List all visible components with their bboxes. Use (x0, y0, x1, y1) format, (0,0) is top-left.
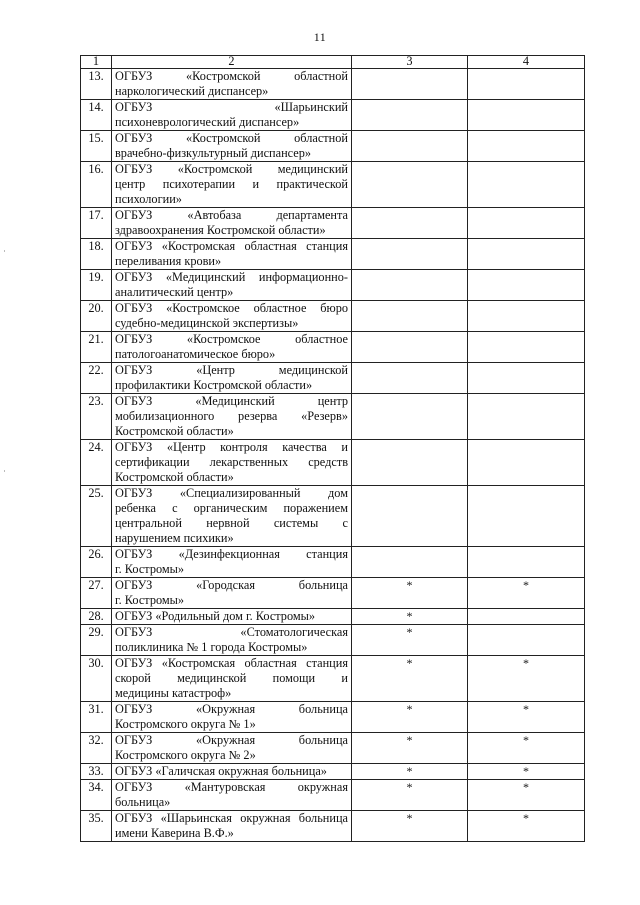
row-number: 33. (81, 764, 112, 780)
row-number: 35. (81, 811, 112, 842)
column-3-mark (352, 301, 468, 332)
row-number: 21. (81, 332, 112, 363)
column-3-mark: * (352, 656, 468, 702)
institution-name-line: ОГБУЗ «Костромское областное (115, 332, 348, 346)
column-4-mark (468, 301, 585, 332)
institution-name (112, 332, 352, 363)
institution-name (112, 301, 352, 332)
institution-name-line: профилактики Костромской области» (115, 378, 313, 392)
row-number: 18. (81, 239, 112, 270)
institution-name-line: ОГБУЗ «Галичская окружная больница» (115, 764, 327, 778)
institution-name-line: ОГБУЗ «Стоматологическая (115, 625, 348, 639)
institution-name (112, 131, 352, 162)
institutions-table (80, 55, 585, 842)
column-3-mark (352, 486, 468, 547)
institution-name-line: ОГБУЗ «Шарьинский (115, 100, 348, 114)
institution-name-line: ребенка с органическим поражением (115, 501, 348, 515)
row-number: 34. (81, 780, 112, 811)
institution-name-line: ОГБУЗ «Специализированный дом (115, 486, 348, 500)
scan-mark (4, 470, 5, 472)
institution-name-line: ОГБУЗ «Медицинский информационно- (115, 270, 348, 284)
row-number: 19. (81, 270, 112, 301)
institution-name (112, 69, 352, 100)
column-4-mark (468, 270, 585, 301)
column-4-mark: * (468, 656, 585, 702)
table-row (81, 239, 585, 270)
page-number: 11 (313, 30, 327, 44)
column-3-mark: * (352, 702, 468, 733)
institution-name-line: поликлиника № 1 города Костромы» (115, 640, 308, 654)
column-4-mark (468, 208, 585, 239)
column-3-mark: * (352, 625, 468, 656)
institution-name-line: сертификации лекарственных средств (115, 455, 348, 469)
table-row (81, 578, 585, 609)
column-header-3: 3 (352, 56, 468, 69)
column-3-mark: * (352, 609, 468, 625)
row-number: 16. (81, 162, 112, 208)
institution-name-line: ОГБУЗ «Костромская областная станция (115, 656, 348, 670)
institution-name (112, 239, 352, 270)
table-row (81, 131, 585, 162)
institution-name (112, 162, 352, 208)
row-number: 28. (81, 609, 112, 625)
column-4-mark (468, 162, 585, 208)
institution-name (112, 656, 352, 702)
table-row (81, 440, 585, 486)
row-number: 13. (81, 69, 112, 100)
institution-name (112, 702, 352, 733)
institution-name-line: ОГБУЗ «Костромское областное бюро (115, 301, 348, 315)
row-number: 22. (81, 363, 112, 394)
table-row (81, 702, 585, 733)
column-3-mark (352, 131, 468, 162)
table-row (81, 301, 585, 332)
column-4-mark: * (468, 764, 585, 780)
table-row (81, 69, 585, 100)
column-header-1: 1 (81, 56, 112, 69)
institution-name-line: ОГБУЗ «Окружная больница (115, 733, 348, 747)
institution-name-line: психоневрологический диспансер» (115, 115, 300, 129)
column-4-mark (468, 131, 585, 162)
institution-name (112, 440, 352, 486)
column-3-mark: * (352, 811, 468, 842)
institution-name-line: ОГБУЗ «Окружная больница (115, 702, 348, 716)
column-3-mark (352, 332, 468, 363)
institution-name-line: ОГБУЗ «Дезинфекционная станция (115, 547, 348, 561)
column-header-2: 2 (112, 56, 352, 69)
table-row (81, 764, 585, 780)
column-4-mark: * (468, 578, 585, 609)
column-4-mark: * (468, 702, 585, 733)
institution-name-line: имени Каверина В.Ф.» (115, 826, 234, 840)
column-3-mark (352, 208, 468, 239)
row-number: 24. (81, 440, 112, 486)
institution-name-line: Костромской области» (115, 470, 234, 484)
institution-name (112, 547, 352, 578)
column-4-mark (468, 440, 585, 486)
row-number: 17. (81, 208, 112, 239)
column-3-mark (352, 100, 468, 131)
table-row (81, 656, 585, 702)
table-row (81, 609, 585, 625)
table-row (81, 332, 585, 363)
table-row (81, 208, 585, 239)
institution-name-line: ОГБУЗ «Городская больница (115, 578, 348, 592)
column-3-mark (352, 440, 468, 486)
column-3-mark (352, 547, 468, 578)
column-4-mark (468, 69, 585, 100)
table-row (81, 625, 585, 656)
institution-name (112, 394, 352, 440)
institution-name (112, 486, 352, 547)
institution-name-line: врачебно-физкультурный диспансер» (115, 146, 312, 160)
institution-name-line: психологии» (115, 192, 182, 206)
table-row (81, 780, 585, 811)
institution-name-line: Костромской области» (115, 424, 234, 438)
institution-name-line: больница» (115, 795, 171, 809)
institution-name-line: мобилизационного резерва «Резерв» (115, 409, 348, 423)
institution-name-line: ОГБУЗ «Медицинский центр (115, 394, 348, 408)
column-3-mark: * (352, 764, 468, 780)
institution-name-line: ОГБУЗ «Костромской медицинский (115, 162, 348, 176)
table-row (81, 270, 585, 301)
institution-name (112, 100, 352, 131)
table-row (81, 363, 585, 394)
institution-name-line: ОГБУЗ «Центр медицинской (115, 363, 348, 377)
column-3-mark: * (352, 578, 468, 609)
institution-name (112, 578, 352, 609)
column-4-mark (468, 363, 585, 394)
table-row (81, 547, 585, 578)
institution-name-line: ОГБУЗ «Мантуровская окружная (115, 780, 348, 794)
column-3-mark: * (352, 780, 468, 811)
row-number: 25. (81, 486, 112, 547)
institution-name (112, 764, 352, 780)
institution-name-line: г. Костромы» (115, 593, 185, 607)
institution-name (112, 609, 352, 625)
institution-name (112, 811, 352, 842)
row-number: 31. (81, 702, 112, 733)
institution-name-line: медицины катастроф» (115, 686, 232, 700)
institution-name (112, 363, 352, 394)
institution-name-line: здравоохранения Костромской области» (115, 223, 326, 237)
column-3-mark: * (352, 733, 468, 764)
column-4-mark (468, 625, 585, 656)
row-number: 29. (81, 625, 112, 656)
table-row (81, 486, 585, 547)
table-body (81, 69, 585, 842)
table-row (81, 100, 585, 131)
column-4-mark: * (468, 733, 585, 764)
row-number: 14. (81, 100, 112, 131)
institution-name (112, 208, 352, 239)
column-3-mark (352, 162, 468, 208)
column-3-mark (352, 394, 468, 440)
column-3-mark (352, 239, 468, 270)
column-4-mark (468, 547, 585, 578)
column-4-mark (468, 239, 585, 270)
institution-name (112, 733, 352, 764)
row-number: 30. (81, 656, 112, 702)
institution-name-line: центральной нервной системы с (115, 516, 348, 530)
institution-name-line: ОГБУЗ «Шарьинская окружная больница (115, 811, 348, 825)
row-number: 23. (81, 394, 112, 440)
column-4-mark (468, 486, 585, 547)
column-4-mark (468, 332, 585, 363)
row-number: 26. (81, 547, 112, 578)
table-row (81, 811, 585, 842)
row-number: 27. (81, 578, 112, 609)
column-4-mark: * (468, 811, 585, 842)
column-4-mark: * (468, 780, 585, 811)
table-row (81, 394, 585, 440)
row-number: 32. (81, 733, 112, 764)
table-header-row (81, 56, 585, 69)
institution-name (112, 270, 352, 301)
institution-name-line: ОГБУЗ «Костромской областной (115, 69, 348, 83)
institution-name-line: Костромского округа № 1» (115, 717, 256, 731)
column-3-mark (352, 363, 468, 394)
institution-name-line: нарушением психики» (115, 531, 234, 545)
institution-name-line: патологоанатомическое бюро» (115, 347, 276, 361)
row-number: 15. (81, 131, 112, 162)
table-row (81, 733, 585, 764)
institution-name-line: ОГБУЗ «Костромской областной (115, 131, 348, 145)
column-4-mark (468, 100, 585, 131)
table-row (81, 162, 585, 208)
institution-name-line: скорой медицинской помощи и (115, 671, 348, 685)
institution-name-line: ОГБУЗ «Костромская областная станция (115, 239, 348, 253)
column-3-mark (352, 69, 468, 100)
institution-name-line: ОГБУЗ «Родильный дом г. Костромы» (115, 609, 316, 623)
column-4-mark (468, 609, 585, 625)
institution-name-line: г. Костромы» (115, 562, 185, 576)
scan-mark (4, 250, 5, 252)
institution-name (112, 780, 352, 811)
institution-name (112, 625, 352, 656)
column-4-mark (468, 394, 585, 440)
institution-name-line: ОГБУЗ «Центр контроля качества и (115, 440, 348, 454)
institution-name-line: ОГБУЗ «Автобаза департамента (115, 208, 348, 222)
institution-name-line: центр психотерапии и практической (115, 177, 348, 191)
institution-name-line: судебно-медицинской экспертизы» (115, 316, 299, 330)
institution-name-line: Костромского округа № 2» (115, 748, 256, 762)
column-header-4: 4 (468, 56, 585, 69)
institution-name-line: наркологический диспансер» (115, 84, 269, 98)
row-number: 20. (81, 301, 112, 332)
column-3-mark (352, 270, 468, 301)
institution-name-line: переливания крови» (115, 254, 222, 268)
institution-name-line: аналитический центр» (115, 285, 234, 299)
